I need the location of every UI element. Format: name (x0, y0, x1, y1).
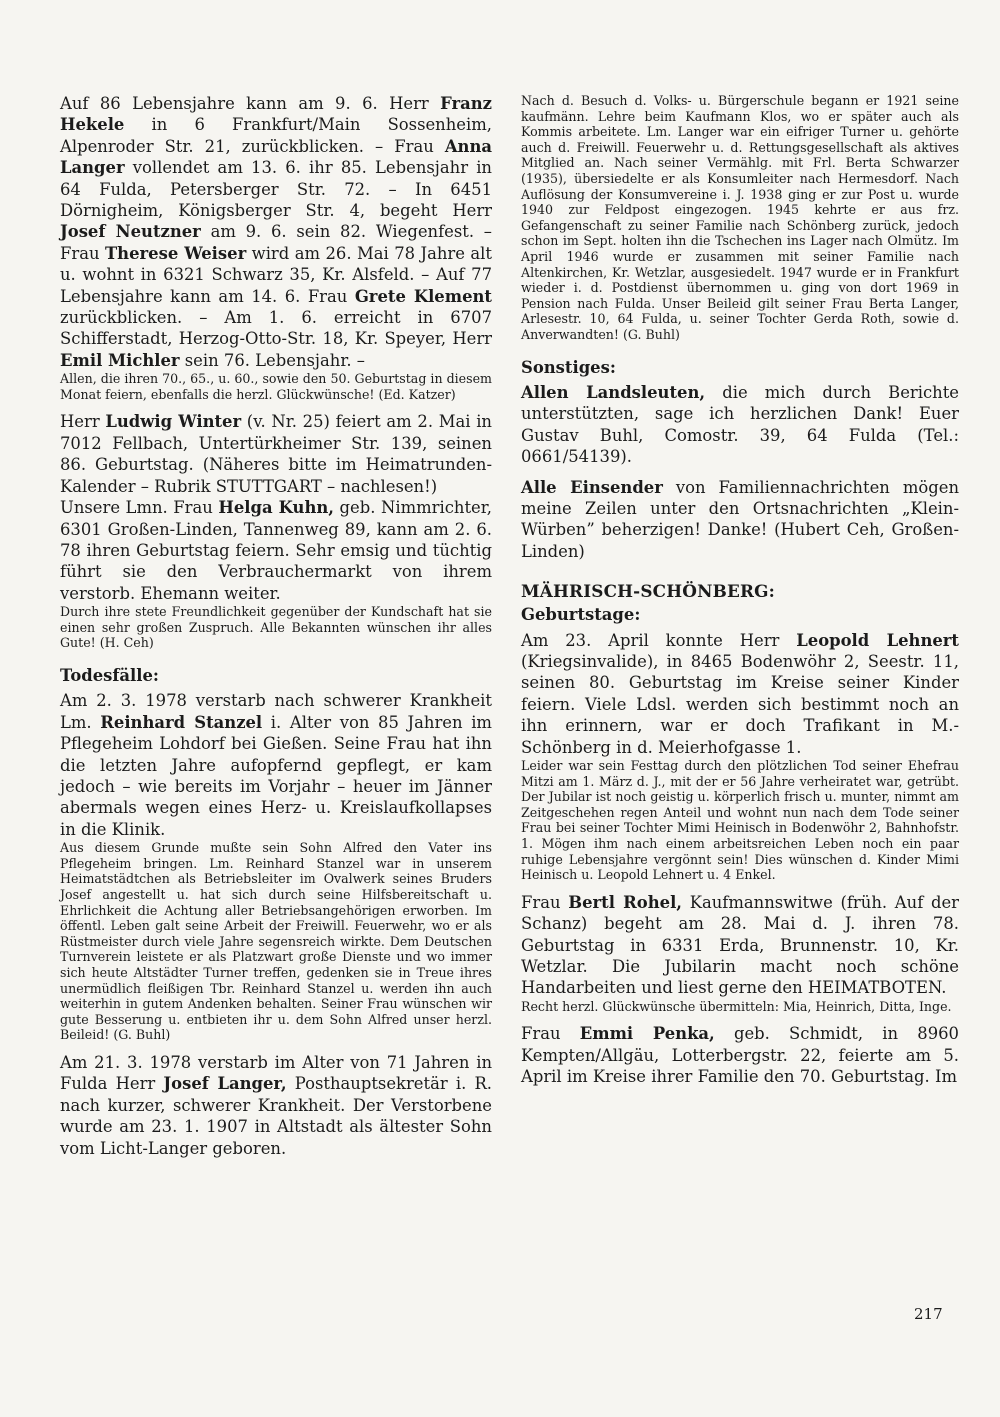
text-run: Unsere Lmn. Frau (60, 498, 219, 518)
text-run: Kaufmannswitwe (früh. Auf der Schanz) begeht am 28. Mai d. J. ihren 78. Geburtstag in 6331 Erda, Brunnenstr. 10, Kr. Wetzlar. Die Jubilarin macht noch schöne Handarbeiten und liest gerne den HEIMATBOTEN. (521, 892, 959, 998)
page-number: 217 (914, 1305, 943, 1323)
person-name: Alle Einsender (521, 477, 663, 497)
text-run: (Kriegsinvalide), in 8465 Bodenwöhr 2, Seestr. 11, seinen 80. Geburtstag im Kreise seiner Kinder feiern. Viele Ldsl. werden sich bestimmt noch an ihn erinnern, war er doch Trafikant in M.-Schönberg in d. Meierhofgasse 1. (521, 651, 959, 757)
text-run: Auf 86 Lebensjahre kann am 9. 6. Herr (60, 94, 441, 113)
text-run: Frau (521, 892, 569, 912)
person-name: Ludwig Winter (105, 412, 242, 432)
text-run: Am 2. 3. 1978 verstarb nach schwerer Krankheit Lm. (60, 691, 492, 732)
helga-kuhn-note: Durch ihre stete Freundlichkeit gegenüber der Kundschaft hat sie einen sehr großen Zuspruch. Alle Bekannten wünschen ihr alles Gute! (H. Ceh) (60, 604, 492, 651)
person-name: Emil Michler (60, 350, 180, 370)
text-run: zurückblicken. – Am 1. 6. erreicht in 6707 Schifferstadt, Herzog-Otto-Str. 18, Kr. Speyer, Herr (60, 308, 492, 349)
text-run: Herr (60, 412, 106, 432)
senders-paragraph (521, 477, 959, 563)
person-name: Grete Klement (354, 286, 492, 306)
text-run: (v. Nr. 25) feiert am 2. Mai in 7012 Fellbach, Untertürkheimer Str. 139, seinen 86. Geburtstag. (Näheres bitte im Heimatrunden-Kalender – Rubrik STUTTGART – nachlesen!) (60, 412, 492, 496)
helga-kuhn-paragraph (60, 497, 492, 604)
person-name: Reinhard Stanzel (100, 712, 263, 732)
emmi-penka-paragraph (521, 1023, 959, 1087)
text-run: Am 23. April konnte Herr (521, 630, 797, 650)
person-name: Josef Neutzner (60, 222, 201, 242)
text-run: die mich durch Berichte unterstützten, sage ich herzlichen Dank! Euer Gustav Buhl, Comostr. 39, 64 Fulda (Tel.: 0661/54139). (521, 382, 960, 467)
person-name: Allen Landsleuten, (521, 382, 706, 402)
ludwig-winter-paragraph (60, 411, 492, 497)
right-column (521, 93, 959, 1088)
left-column (60, 93, 492, 1159)
person-name: Leopold Lehnert (796, 630, 960, 650)
text-run: in 6 Frankfurt/Main Sossenheim, Alpenroder Str. 21, zurückblicken. – Frau (60, 115, 492, 156)
person-name: Franz Hekele (60, 94, 492, 135)
text-run: sein 76. Lebensjahr. – (179, 350, 365, 370)
birthday-list-paragraph (60, 93, 492, 371)
person-name: Therese Weiser (104, 243, 247, 263)
text-run: Posthauptsekretär i. R. nach kurzer, schwerer Krankheit. Der Verstorbene wurde am 23. 1. 1907 in Altstadt als ältester Sohn vom Licht-Langer geboren. (60, 1074, 492, 1158)
bertl-rohel-note: Recht herzl. Glückwünsche übermitteln: Mia, Heinrich, Ditta, Inge. (521, 998, 952, 1014)
heading-geburtstage: Geburtstage: (521, 605, 641, 625)
person-name: Emmi Penka, (579, 1024, 715, 1044)
text-run: am 9. 6. sein 82. Wiegenfest. – Frau (60, 222, 492, 263)
text-run: geb. Nimmrichter, 6301 Großen-Linden, Tannenweg 89, kann am 2. 6. 78 ihren Geburtstag feiern. Sehr emsig und tüchtig führt sie den Verbrauchermarkt von ihrem verstorb. Ehemann weiter. (60, 498, 492, 603)
leopold-lehnert-note: Leider war sein Festtag durch den plötzlichen Tod seiner Ehefrau Mitzi am 1. März d. J., mit der er 56 Jahre verheiratet war, getrübt. Der Jubilar ist noch geistig u. körperlich frisch u. munter, nimmt am Zeitgeschehen regen Anteil und wohnt nun nach dem Tode seiner Frau bei seiner Tochter Mimi Heinisch in Bodenwöhr 2, Bahnhofstr. 1. Mögen ihm nach einem arbeitsreichen Leben noch ein paar ruhige Lebensjahre vergönnt sein! Dies wünschen d. Kinder Mimi Heinisch u. Leopold Lehnert u. 4 Enkel. (521, 758, 959, 883)
heading-todesfaelle: Todesfälle: (60, 665, 159, 685)
bertl-rohel-paragraph (521, 892, 959, 999)
text-run: wird am 26. Mai 78 Jahre alt u. wohnt in 6321 Schwarz 35, Kr. Alsfeld. – Auf 77 Lebensjahre kann am 14. 6. Frau (60, 243, 493, 306)
text-run: Frau (521, 1024, 580, 1044)
person-name: Helga Kuhn, (218, 498, 334, 518)
text-run: i. Alter von 85 Jahren im Pflegeheim Lohdorf bei Gießen. Seine Frau hat ihn die letzten Jahre aufopfernd gepflegt, er kam jedoch – wie bereits im Vorjahr – heuer im Jänner abermals wegen eines Herz- u. Kreislaufkollapses in die Klinik. (60, 712, 492, 839)
josef-langer-obituary: Nach d. Besuch d. Volks- u. Bürgerschule begann er 1921 seine kaufmänn. Lehre beim Kaufmann Klos, wo er später auch als Kommis arbeitete. Lm. Langer war ein eifriger Turner u. gehörte auch d. Freiwill. Feuerwehr u. d. Rettungsgesellschaft als aktives Mitglied an. Nach seiner Vermählg. mit Frl. Berta Schwarzer (1935), übersiedelte er als Konsumleiter nach Hermesdorf. Nach Auflösung der Konsumvereine i. J. 1938 ging er zur Post u. wurde 1940 zur Feldpost eingezogen. 1945 kehrte er aus frz. Gefangenschaft zu seiner Familie nach Schönberg zurück, jedoch schon im Sept. holten ihn die Tschechen ins Lager nach Olmütz. Im April 1946 wurde er zusammen mit seiner Familie nach Altenkirchen, Kr. Wetzlar, ausgesiedelt. 1947 wurde er in Frankfurt wieder i. d. Postdienst übernommen u. ging von dort 1969 in Pension nach Fulda. Unser Beileid gilt seiner Frau Berta Langer, Arlesestr. 10, 64 Fulda, u. seiner Tochter Gerda Roth, sowie d. Anverwandten! (G. Buhl) (521, 93, 959, 342)
heading-maehrisch-schoenberg: MÄHRISCH-SCHÖNBERG: (521, 581, 776, 602)
text-run: geb. Schmidt, in 8960 Kempten/Allgäu, Lotterbergstr. 22, feierte am 5. April im Kreise ihrer Familie den 70. Geburtstag. Im (521, 1024, 959, 1087)
person-name: Bertl Rohel, (568, 892, 682, 912)
text-run: von Familiennachrichten mögen meine Zeilen unter den Ortsnachrichten „Klein-Würben” beherzigen! Danke! (Hubert Ceh, Großen-Linden) (521, 477, 959, 561)
heading-sonstiges: Sonstiges: (521, 357, 616, 377)
reinhard-stanzel-paragraph (60, 690, 492, 840)
person-name: Josef Langer, (163, 1074, 287, 1094)
text-run: Am 21. 3. 1978 verstarb im Alter von 71 Jahren in Fulda Herr (60, 1052, 492, 1094)
thanks-paragraph (521, 382, 959, 468)
josef-langer-paragraph (60, 1052, 492, 1159)
person-name: Anna Langer (60, 136, 492, 178)
text-run: vollendet am 13. 6. ihr 85. Lebensjahr in 64 Fulda, Petersberger Str. 72. – In 6451 Dörnigheim, Königsberger Str. 4, begeht Herr (60, 158, 492, 221)
reinhard-stanzel-obituary: Aus diesem Grunde mußte sein Sohn Alfred den Vater ins Pflegeheim bringen. Lm. Reinhard Stanzel war in unserem Heimatstädtchen als Betriebsleiter im Ovalwerk seines Bruders Josef angestellt u. hat sich durch seine Hilfsbereitschaft u. Ehrlichkeit die Achtung aller Betriebsangehörigen erworben. Im öffentl. Leben galt seine Arbeit der Freiwill. Feuerwehr, wo er als Rüstmeister durch viele Jahre segensreich wirkte. Dem Deutschen Turnverein leistete er als Platzwart große Dienste und wo immer sich heute Altstädter Turner treffen, gedenken sie in Treue ihres unermüdlich fleißigen Tbr. Reinhard Stanzel u. werden ihn auch weiterhin in gutem Andenken behalten. Seiner Frau wünschen wir gute Besserung u. entbieten ihr u. dem Sohn Alfred unser herzl. Beileid! (G. Buhl) (60, 840, 492, 1043)
birthday-greeting-note: Allen, die ihren 70., 65., u. 60., sowie den 50. Geburtstag in diesem Monat feiern, ebenfalls die herzl. Glückwünsche! (Ed. Katzer) (60, 371, 492, 402)
leopold-lehnert-paragraph (521, 630, 959, 758)
